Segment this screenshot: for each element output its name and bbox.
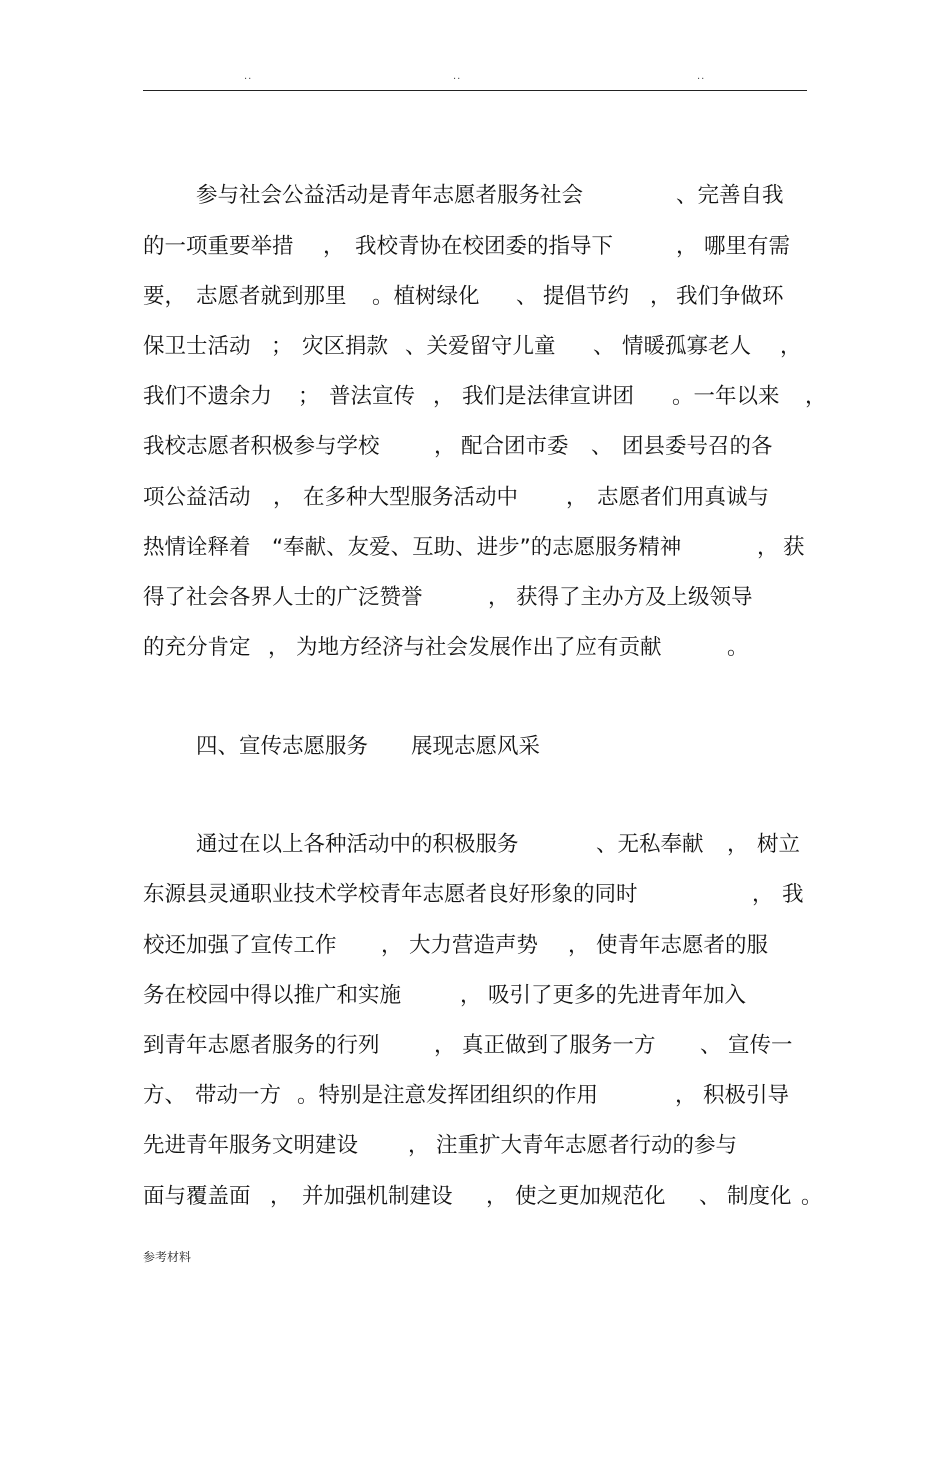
text-run: ， (408, 1133, 430, 1158)
text-run: 我校志愿者积极参与学校 (143, 434, 380, 459)
text-run: 项公益活动 (143, 485, 251, 510)
text-run: ， (434, 1033, 456, 1058)
text-run: 志愿者们用真诚与 (597, 485, 770, 510)
text-run: 树立 (757, 832, 801, 857)
text-run: 普法宣传 (329, 384, 416, 409)
text-run: 东源县灵通职业技术学校青年志愿者良好形象的同时 (143, 882, 638, 907)
text-run: 。特别是注意发挥团组织的作用 (297, 1083, 599, 1108)
text-run: 吸引了更多的先进青年加入 (488, 983, 747, 1008)
text-run: 、 (593, 334, 615, 359)
text-run: ； (271, 334, 293, 359)
text-run: 、 (591, 434, 613, 459)
text-run: 。植树绿化 (372, 284, 480, 309)
text-run: 的一项重要举措 (143, 234, 294, 259)
text-run: 情暖孤寡老人 (622, 334, 752, 359)
text-run: ， (460, 983, 482, 1008)
text-run: ， (268, 635, 290, 660)
text-run: 为地方经济与社会发展作出了应有贡献 (296, 635, 662, 660)
text-run: 我们争做环 (676, 284, 784, 309)
text-run: ， (433, 384, 455, 409)
text-run: 方、 (143, 1083, 187, 1108)
text-run: 、 (699, 1184, 721, 1209)
text-run: 获 (783, 535, 805, 560)
text-run: ， (488, 585, 510, 610)
text-run: 积极引导 (703, 1083, 790, 1108)
text-run: 先进青年服务文明建设 (143, 1133, 359, 1158)
text-run: 并加强机制建设 (302, 1184, 453, 1209)
text-run: 参与社会公益活动是青年志愿者服务社会 (196, 183, 584, 208)
text-run: 我校青协在校团委的指导下 (355, 234, 614, 259)
text-run: 团县委号召的各 (622, 434, 773, 459)
text-run: 。一年以来 (672, 384, 780, 409)
section-heading-part: 展现志愿风采 (411, 734, 541, 759)
text-run: ， (805, 384, 827, 409)
text-run: 志愿者就到那里 (196, 284, 347, 309)
text-run: 的充分肯定 (143, 635, 251, 660)
header-mark: .. (453, 71, 462, 82)
text-run: 我们是法律宣讲团 (462, 384, 635, 409)
text-run: 灾区捐款 (302, 334, 389, 359)
text-run: ， (727, 832, 749, 857)
header-mark: .. (244, 71, 253, 82)
text-run: 。 (801, 1184, 823, 1209)
text-run: 得了社会各界人士的广泛赞誉 (143, 585, 423, 610)
text-run: 大力营造声势 (409, 933, 539, 958)
text-run: 真正做到了服务一方 (462, 1033, 656, 1058)
text-run: 宣传一 (728, 1033, 793, 1058)
text-run: ， (650, 284, 672, 309)
header-mark: .. (697, 71, 706, 82)
text-run: ， (323, 234, 345, 259)
text-run: 配合团市委 (461, 434, 569, 459)
text-run: ； (298, 384, 320, 409)
text-run: 面与覆盖面 (143, 1184, 251, 1209)
text-run: 制度化 (727, 1184, 792, 1209)
text-run: 、 (516, 284, 538, 309)
text-run: 、 (700, 1033, 722, 1058)
text-run: ， (434, 434, 456, 459)
text-run: 带动一方 (195, 1083, 282, 1108)
footer-note: 参考材料 (143, 1250, 192, 1264)
text-run: ， (675, 1083, 697, 1108)
text-run: 热情诠释着 (143, 535, 251, 560)
text-run: 校还加强了宣传工作 (143, 933, 337, 958)
text-run: ， (676, 234, 698, 259)
text-run: 在多种大型服务活动中 (303, 485, 519, 510)
text-run: 。 (727, 635, 749, 660)
text-run: ， (273, 485, 295, 510)
text-run: ， (381, 933, 403, 958)
text-run: 哪里有需 (704, 234, 791, 259)
text-run: 注重扩大青年志愿者行动的参与 (436, 1133, 738, 1158)
text-run: “奉献、友爱、互助、进步”的志愿服务精神 (272, 535, 682, 560)
text-run: 提倡节约 (543, 284, 630, 309)
text-run: ， (752, 882, 774, 907)
text-run: 要， (143, 284, 187, 309)
text-run: ， (757, 535, 779, 560)
text-run: 通过在以上各种活动中的积极服务 (196, 832, 519, 857)
text-run: 、无私奉献 (596, 832, 704, 857)
text-run: 保卫士活动 (143, 334, 251, 359)
text-run: 到青年志愿者服务的行列 (143, 1033, 380, 1058)
text-run: 务在校园中得以推广和实施 (143, 983, 402, 1008)
text-run: ， (486, 1184, 508, 1209)
text-run: 我 (782, 882, 804, 907)
section-heading-part: 四、宣传志愿服务 (196, 734, 369, 759)
text-run: ， (566, 485, 588, 510)
text-run: ， (270, 1184, 292, 1209)
text-run: 使青年志愿者的服 (596, 933, 769, 958)
text-run: 、完善自我 (676, 183, 784, 208)
text-run: 使之更加规范化 (515, 1184, 666, 1209)
text-run: 、关爱留守儿童 (405, 334, 556, 359)
header-rule (143, 90, 807, 91)
text-run: ， (568, 933, 590, 958)
text-run: ， (780, 334, 802, 359)
text-run: 我们不遗余力 (143, 384, 273, 409)
text-run: 获得了主办方及上级领导 (516, 585, 753, 610)
